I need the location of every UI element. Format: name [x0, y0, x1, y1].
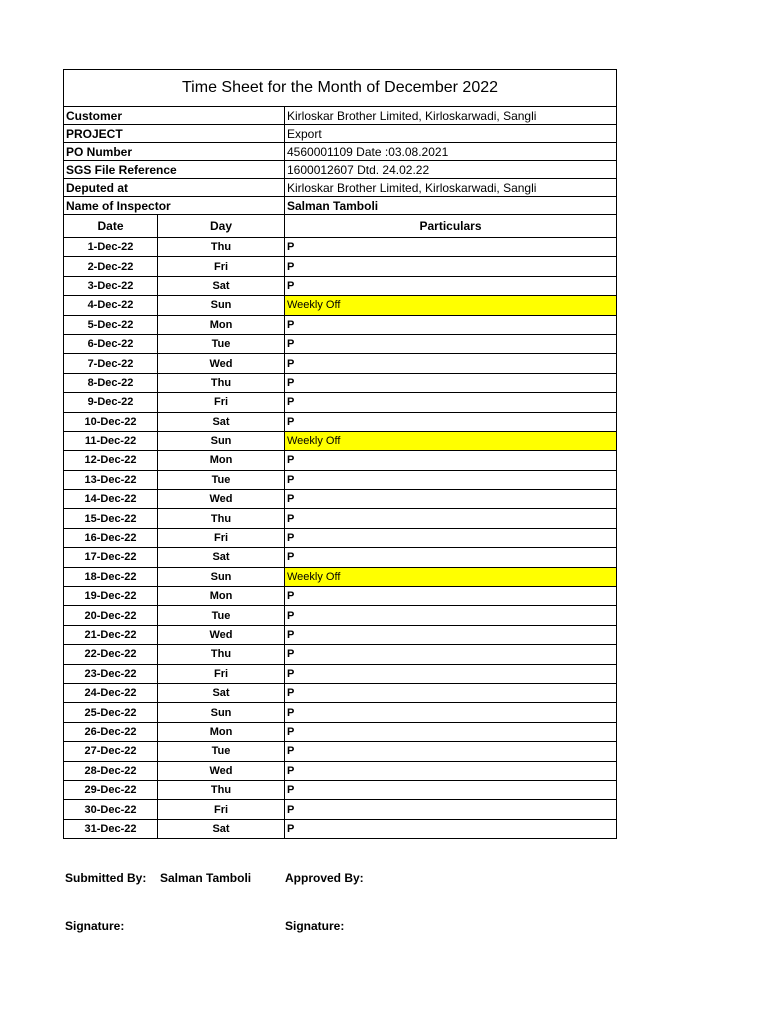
- cell-day: Fri: [158, 528, 285, 547]
- table-row: [64, 625, 617, 644]
- cell-date: 7-Dec-22: [64, 354, 158, 373]
- sheet-title: Time Sheet for the Month of December 2022: [64, 70, 617, 107]
- cell-date: 26-Dec-22: [64, 722, 158, 741]
- cell-date: 6-Dec-22: [64, 334, 158, 353]
- column-header-row: [64, 215, 617, 238]
- cell-day: Sun: [158, 567, 285, 586]
- info-label: PROJECT: [64, 125, 285, 143]
- cell-particulars: P: [285, 354, 617, 373]
- cell-day: Tue: [158, 334, 285, 353]
- cell-day: Wed: [158, 625, 285, 644]
- column-header-date: Date: [64, 215, 158, 238]
- cell-particulars: P: [285, 819, 617, 838]
- table-row: [64, 509, 617, 528]
- cell-date: 19-Dec-22: [64, 587, 158, 606]
- cell-date: 16-Dec-22: [64, 528, 158, 547]
- cell-date: 14-Dec-22: [64, 490, 158, 509]
- cell-particulars: P: [285, 742, 617, 761]
- info-label: PO Number: [64, 143, 285, 161]
- cell-date: 24-Dec-22: [64, 683, 158, 702]
- cell-particulars: P: [285, 722, 617, 741]
- cell-particulars: P: [285, 703, 617, 722]
- info-row-deputed-at: [64, 179, 617, 197]
- info-row-project: [64, 125, 617, 143]
- cell-day: Sat: [158, 412, 285, 431]
- cell-day: Mon: [158, 587, 285, 606]
- cell-particulars: P: [285, 606, 617, 625]
- cell-day: Sat: [158, 276, 285, 295]
- info-value: Salman Tamboli: [285, 197, 617, 215]
- cell-day: Thu: [158, 238, 285, 257]
- cell-particulars: P: [285, 451, 617, 470]
- table-row: [64, 276, 617, 295]
- info-value: 1600012607 Dtd. 24.02.22: [285, 161, 617, 179]
- cell-date: 23-Dec-22: [64, 664, 158, 683]
- cell-date: 31-Dec-22: [64, 819, 158, 838]
- table-row: [64, 800, 617, 819]
- cell-day: Tue: [158, 742, 285, 761]
- table-row: [64, 645, 617, 664]
- cell-day: Fri: [158, 664, 285, 683]
- cell-date: 4-Dec-22: [64, 296, 158, 315]
- cell-particulars: P: [285, 587, 617, 606]
- table-row: [64, 819, 617, 838]
- cell-particulars: P: [285, 238, 617, 257]
- table-row: [64, 238, 617, 257]
- info-label: Customer: [64, 107, 285, 125]
- cell-particulars: Weekly Off: [285, 296, 617, 315]
- info-row-customer: [64, 107, 617, 125]
- timesheet-table: [63, 69, 617, 839]
- cell-date: 1-Dec-22: [64, 238, 158, 257]
- signature-left-label: Signature:: [65, 919, 125, 933]
- table-row: [64, 664, 617, 683]
- cell-day: Wed: [158, 761, 285, 780]
- cell-day: Fri: [158, 800, 285, 819]
- table-row: [64, 412, 617, 431]
- cell-particulars: Weekly Off: [285, 567, 617, 586]
- approved-by-label: Approved By:: [285, 871, 364, 885]
- cell-date: 21-Dec-22: [64, 625, 158, 644]
- cell-date: 10-Dec-22: [64, 412, 158, 431]
- cell-day: Thu: [158, 509, 285, 528]
- table-row: [64, 393, 617, 412]
- info-value: 4560001109 Date :03.08.2021: [285, 143, 617, 161]
- submitted-by-name: Salman Tamboli: [160, 871, 252, 885]
- cell-date: 9-Dec-22: [64, 393, 158, 412]
- cell-particulars: Weekly Off: [285, 431, 617, 450]
- table-row: [64, 780, 617, 799]
- cell-day: Wed: [158, 354, 285, 373]
- cell-particulars: P: [285, 664, 617, 683]
- cell-date: 3-Dec-22: [64, 276, 158, 295]
- table-row: [64, 567, 617, 586]
- cell-day: Thu: [158, 780, 285, 799]
- table-row: [64, 722, 617, 741]
- table-row: [64, 431, 617, 450]
- table-row: [64, 354, 617, 373]
- cell-date: 13-Dec-22: [64, 470, 158, 489]
- table-row: [64, 761, 617, 780]
- cell-particulars: P: [285, 490, 617, 509]
- table-row: [64, 451, 617, 470]
- table-row: [64, 528, 617, 547]
- cell-date: 5-Dec-22: [64, 315, 158, 334]
- cell-day: Mon: [158, 315, 285, 334]
- cell-date: 29-Dec-22: [64, 780, 158, 799]
- cell-date: 15-Dec-22: [64, 509, 158, 528]
- table-row: [64, 257, 617, 276]
- table-row: [64, 334, 617, 353]
- cell-particulars: P: [285, 509, 617, 528]
- cell-date: 11-Dec-22: [64, 431, 158, 450]
- cell-date: 20-Dec-22: [64, 606, 158, 625]
- cell-date: 27-Dec-22: [64, 742, 158, 761]
- cell-day: Sun: [158, 703, 285, 722]
- cell-day: Mon: [158, 451, 285, 470]
- cell-date: 30-Dec-22: [64, 800, 158, 819]
- cell-particulars: P: [285, 373, 617, 392]
- cell-day: Sat: [158, 819, 285, 838]
- cell-date: 17-Dec-22: [64, 548, 158, 567]
- title-row: [64, 70, 617, 107]
- cell-particulars: P: [285, 645, 617, 664]
- table-row: [64, 296, 617, 315]
- cell-day: Sat: [158, 683, 285, 702]
- cell-day: Wed: [158, 490, 285, 509]
- table-row: [64, 683, 617, 702]
- table-row: [64, 742, 617, 761]
- cell-particulars: P: [285, 528, 617, 547]
- info-value: Export: [285, 125, 617, 143]
- cell-particulars: P: [285, 315, 617, 334]
- cell-day: Sat: [158, 548, 285, 567]
- cell-particulars: P: [285, 276, 617, 295]
- cell-particulars: P: [285, 780, 617, 799]
- info-label: Name of Inspector: [64, 197, 285, 215]
- cell-day: Tue: [158, 606, 285, 625]
- cell-particulars: P: [285, 800, 617, 819]
- cell-date: 28-Dec-22: [64, 761, 158, 780]
- cell-day: Sun: [158, 296, 285, 315]
- cell-date: 8-Dec-22: [64, 373, 158, 392]
- cell-date: 25-Dec-22: [64, 703, 158, 722]
- info-row-inspector: [64, 197, 617, 215]
- cell-particulars: P: [285, 470, 617, 489]
- table-row: [64, 470, 617, 489]
- cell-particulars: P: [285, 548, 617, 567]
- info-label: SGS File Reference: [64, 161, 285, 179]
- cell-particulars: P: [285, 761, 617, 780]
- cell-day: Fri: [158, 257, 285, 276]
- cell-day: Tue: [158, 470, 285, 489]
- table-row: [64, 373, 617, 392]
- cell-day: Sun: [158, 431, 285, 450]
- cell-particulars: P: [285, 625, 617, 644]
- info-value: Kirloskar Brother Limited, Kirloskarwadi, Sangli: [285, 107, 617, 125]
- cell-particulars: P: [285, 393, 617, 412]
- cell-day: Mon: [158, 722, 285, 741]
- column-header-particulars: Particulars: [285, 215, 617, 238]
- info-label: Deputed at: [64, 179, 285, 197]
- table-row: [64, 587, 617, 606]
- cell-date: 22-Dec-22: [64, 645, 158, 664]
- cell-particulars: P: [285, 683, 617, 702]
- table-row: [64, 490, 617, 509]
- cell-date: 12-Dec-22: [64, 451, 158, 470]
- submitted-by-label: Submitted By:: [65, 871, 147, 885]
- cell-date: 2-Dec-22: [64, 257, 158, 276]
- info-row-sgs-file-reference: [64, 161, 617, 179]
- cell-day: Thu: [158, 373, 285, 392]
- column-header-day: Day: [158, 215, 285, 238]
- info-row-po-number: [64, 143, 617, 161]
- cell-particulars: P: [285, 412, 617, 431]
- cell-particulars: P: [285, 334, 617, 353]
- info-value: Kirloskar Brother Limited, Kirloskarwadi, Sangli: [285, 179, 617, 197]
- table-row: [64, 548, 617, 567]
- signature-right-label: Signature:: [285, 919, 345, 933]
- cell-day: Fri: [158, 393, 285, 412]
- table-row: [64, 606, 617, 625]
- cell-day: Thu: [158, 645, 285, 664]
- cell-particulars: P: [285, 257, 617, 276]
- table-row: [64, 703, 617, 722]
- table-row: [64, 315, 617, 334]
- cell-date: 18-Dec-22: [64, 567, 158, 586]
